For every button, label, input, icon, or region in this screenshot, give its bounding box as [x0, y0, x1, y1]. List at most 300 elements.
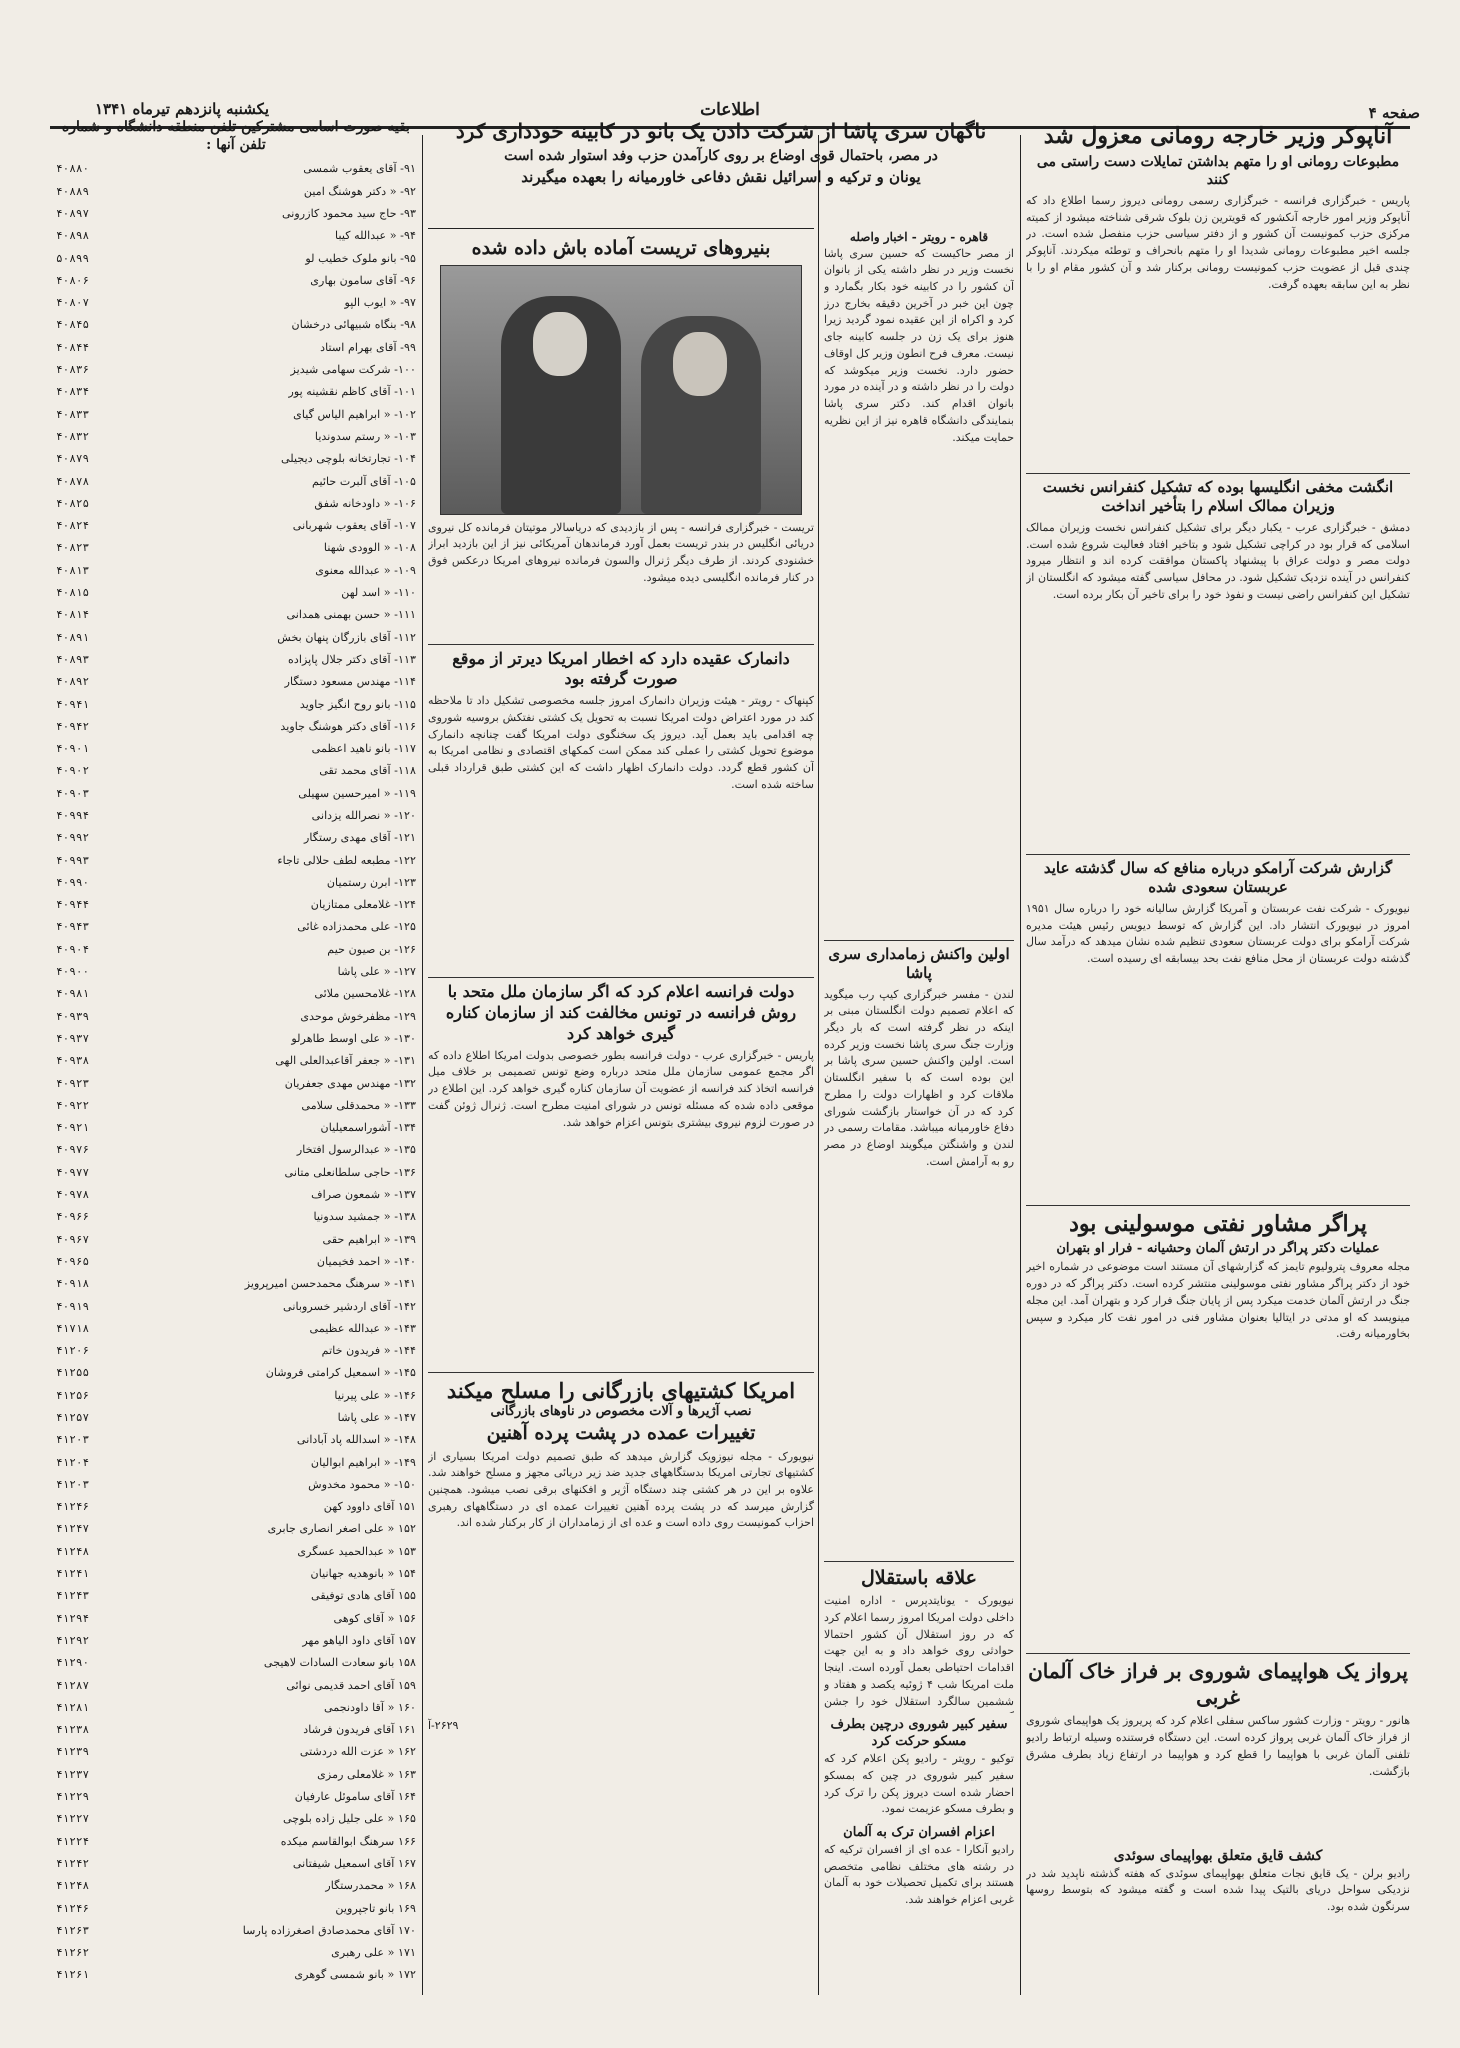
issue-date: یکشنبه پانزدهم تیرماه ۱۳۴۱ — [95, 100, 270, 118]
phone-number: ۴۰۹۴۱ — [56, 697, 90, 711]
phone-number: ۵۰۸۹۹ — [56, 251, 90, 265]
headline: آناپوکر وزیر خارجه رومانی معزول شد — [1043, 123, 1393, 149]
phone-number: ۴۰۸۲۴ — [56, 519, 90, 533]
subscriber-name: ۱۳۴- آشوراسمعیلیان — [320, 1121, 416, 1135]
subscriber-name: ۱۱۸- آقای محمد تقی — [319, 764, 416, 778]
table-row — [56, 716, 416, 738]
subscriber-name: ۱۵۱ آقای داوود کهن — [323, 1500, 416, 1514]
table-row — [56, 760, 416, 782]
phone-number: ۴۰۹۲۳ — [56, 1076, 90, 1090]
table-row — [56, 181, 416, 203]
phone-number: ۴۱۲۶۱ — [56, 1968, 90, 1982]
phone-number: ۴۰۹۰۰ — [56, 965, 90, 979]
phone-number: ۴۱۲۰۶ — [56, 1344, 90, 1358]
phone-number: ۴۱۲۵۵ — [56, 1366, 90, 1380]
subscriber-name: ۱۲۲- مطبعه لطف حلالی تاجاء — [277, 853, 416, 867]
article-body: رادیو برلن - یک قایق نجات متعلق بهواپیمای سوئدی که هفته گذشته ناپدید شد در نزدیکی سواحل دریای بالتیک پیدا شده است و گفته میشود که بتوسط روسها سرنگون شده بود. — [1026, 1866, 1410, 1914]
table-row — [56, 939, 416, 961]
phone-number: ۴۱۷۱۸ — [56, 1321, 90, 1335]
table-row — [56, 1741, 416, 1763]
phone-number: ۴۰۹۲۲ — [56, 1098, 90, 1112]
article-body: پاریس - خبرگزاری عرب - دولت فرانسه بطور خصوصی بدولت امریکا اطلاع داده که اگر مجمع عمومی سازمان ملل متحد درباره وضع تونس تصمیمی بر خلاف میل فرانسه اتخاذ کند فرانسه از عضویت آن سازمان کناره گیری خواهد کرد. این اطلاع در موقعی داده شده که مسئله تونس در شورای امنیت مطرح است. ژنرال ژوئن گفت در صورت لزوم نیروی بیشتری بتونس اعزام خواهد شد. — [428, 1048, 814, 1129]
table-row — [56, 1608, 416, 1630]
phone-number: ۴۰۹۲۱ — [56, 1121, 90, 1135]
headline: گزارش شرکت آرامکو درباره منافع که سال گذشته عاید عربستان سعودی شده — [1043, 858, 1393, 897]
table-row — [56, 225, 416, 247]
subscriber-name: ۹۷- « ایوب الپو — [344, 296, 416, 310]
phone-number: ۴۰۸۷۹ — [56, 452, 90, 466]
subscriber-name: ۱۰۹- « عبدالله معنوی — [315, 563, 416, 577]
photo-face-left — [533, 312, 587, 376]
table-row — [56, 1875, 416, 1897]
subscriber-name: ۱۱۶- آقای دکتر هوشنگ جاوید — [280, 719, 416, 733]
phone-number: ۴۰۸۹۳ — [56, 652, 90, 666]
table-row — [56, 1251, 416, 1273]
phone-number: ۴۰۹۰۱ — [56, 742, 90, 756]
subscriber-name: ۱۳۰- « علی اوسط طاهرلو — [291, 1031, 416, 1045]
phone-number: ۴۰۸۰۷ — [56, 296, 90, 310]
phone-number: ۴۰۸۳۳ — [56, 407, 90, 421]
table-row — [56, 1987, 416, 1988]
table-row — [56, 604, 416, 626]
photo-headline: بنیروهای تریست آماده باش داده شده — [471, 237, 771, 259]
subscriber-name: ۱۳۷- « شمعون صراف — [311, 1188, 416, 1202]
table-row — [56, 270, 416, 292]
phone-number: ۴۰۸۴۴ — [56, 340, 90, 354]
top-banner — [428, 118, 1014, 228]
table-row — [56, 1095, 416, 1117]
phone-number: ۴۰۹۴۴ — [56, 898, 90, 912]
photo-caption: تریست - خبرگزاری فرانسه - پس از بازدیدی که دریاسالار موتیتان فرمانده کل نیروی دریائی انگلیس در بندر تریست بعمل آورد فرماندهان آمریکائی نیز از این بازدید ابراز خشنودی کردند. از طرف دیگر ژنرال والسون فرمانده نیروهای امریکا درعکس فوق در کنار فرمانده انگلیسی دیده میشود. — [428, 520, 814, 584]
table-row — [56, 448, 416, 470]
phone-number: ۴۱۲۴۲ — [56, 1856, 90, 1870]
table-row — [56, 872, 416, 894]
column-divider — [422, 135, 423, 1995]
subscriber-name: ۱۶۸ « محمدرستگار — [325, 1879, 416, 1893]
subheadline: نصب آژیرها و آلات مخصوص در ناوهای بازرگانی — [490, 1403, 752, 1419]
photo-face-right — [673, 332, 727, 396]
table-row — [56, 738, 416, 760]
table-row — [56, 1964, 416, 1986]
subscriber-name: ۱۵۳ « عبدالحمید عسگری — [297, 1544, 416, 1558]
subscriber-name: ۱۶۹ بانو تاجپروین — [335, 1901, 416, 1915]
headline: اعزام افسران ترک به آلمان — [843, 1825, 995, 1841]
phone-number: ۴۰۹۳۷ — [56, 1031, 90, 1045]
subscriber-name: ۱۶۱ آقای فریدون فرشاد — [303, 1723, 416, 1737]
phone-number: ۴۰۸۳۶ — [56, 363, 90, 377]
subscriber-name: ۱۴۳- « عبدالله عظیمی — [309, 1321, 416, 1335]
table-row — [56, 560, 416, 582]
phone-number: ۴۱۲۴۷ — [56, 1522, 90, 1536]
table-row — [56, 1563, 416, 1585]
table-row — [56, 1764, 416, 1786]
phone-number: ۴۱۲۹۴ — [56, 1611, 90, 1625]
subscriber-name: ۱۱۲- آقای بازرگان پنهان بخش — [277, 630, 416, 644]
table-row — [56, 1184, 416, 1206]
headline: قاهره - رویتر - اخبار واصله — [849, 230, 989, 244]
subscriber-name: ۱۳۳- « محمدقلی سلامی — [301, 1098, 416, 1112]
table-row — [56, 1541, 416, 1563]
table-row — [56, 537, 416, 559]
phone-number: ۴۰۹۰۳ — [56, 786, 90, 800]
subscriber-name: ۱۰۲- « ابراهیم الیاس گیای — [293, 407, 416, 421]
subscriber-name: ۱۶۵ « علی جلیل زاده بلوچی — [282, 1812, 416, 1826]
table-row — [56, 671, 416, 693]
subscriber-name: ۱۲۹- مظفرخوش موحدی — [300, 1009, 416, 1023]
article-body: رادیو آنکارا - عده ای از افسران ترکیه که در رشته های مختلف نظامی متخصص هستند برای تکمیل تحصیلات خود به آلمان غربی اعزام خواهند شد. — [824, 1842, 1014, 1907]
subscriber-name: ۹۴- « عبدالله کیبا — [335, 229, 416, 243]
article-body: نیویورک - شرکت نفت عربستان و آمریکا گزارش سالیانه خود را درباره سال ۱۹۵۱ امروز در نیویورک انتشار داد. این گزارش که توسط دیویس رئیس هیئت مدیره شرکت آرامکو برای دولت عربستان سعودی تنظیم شده نشان میدهد که درآمد سال گذشته دولت عربستان از محل منافع نفت بحد بیسابقه ای رسیده است. — [1026, 901, 1410, 966]
headline: علاقه باستقلال — [860, 1566, 978, 1589]
subscriber-name: ۱۵۹ آقای احمد قدیمی نوائی — [286, 1678, 416, 1692]
phone-number: ۴۰۸۱۵ — [56, 586, 90, 600]
subscriber-name: ۱۰۴- تجارتخانه بلوچی دیجیلی — [280, 452, 416, 466]
table-row — [56, 1697, 416, 1719]
subscriber-name: ۱۰۸- « الوودی شهنا — [323, 541, 416, 555]
subscriber-name: ۱۴۴- « فریدون خاتم — [321, 1344, 416, 1358]
subscriber-name: ۱۶۷ آقای اسمعیل شیفتانی — [292, 1856, 416, 1870]
phone-number: ۴۱۲۰۴ — [56, 1455, 90, 1469]
phone-number: ۴۰۸۹۷ — [56, 206, 90, 220]
subscriber-name: ۱۱۷- بانو ناهید اعظمی — [311, 742, 416, 756]
subscriber-name: ۱۵۰- « محمود مخدوش — [308, 1477, 416, 1491]
table-row — [56, 404, 416, 426]
phone-number: ۴۰۹۶۵ — [56, 1254, 90, 1268]
phone-number: ۴۱۲۴۸ — [56, 1544, 90, 1558]
table-row — [56, 1162, 416, 1184]
headline: پرواز یک هواپیمای شوروی بر فراز خاک آلمان غربی — [1028, 1659, 1408, 1710]
subscriber-name: ۱۶۲ « عزت الله دردشتی — [299, 1745, 416, 1759]
article-body: مجله معروف پترولیوم تایمز که گزارشهای آن مستند است موضوعی در شماره اخیر خود از دکتر پراگر مشاور نفتی موسولینی منتشر کرده است. دکتر پراگر که در دوره جنگ در ارتش آلمان خدمت میکرد پس از پایان جنگ فرار کرد و بتهران آمد. این مجله مینویسد که او مدتی در ایتالیا بعنوان مشاور فنی در امور نفت کار میکرد و سپس بخاورمیانه رفت. — [1026, 1260, 1410, 1341]
table-row — [56, 916, 416, 938]
subscriber-name: ۱۷۰ آقای محمدصادق اصغرزاده پارسا — [242, 1923, 416, 1937]
subscriber-name: ۱۳۹- « ابراهیم حقی — [322, 1232, 416, 1246]
table-row — [56, 203, 416, 225]
phone-number: ۴۱۲۴۸ — [56, 1879, 90, 1893]
table-row — [56, 1006, 416, 1028]
news-column-1 — [1026, 118, 1410, 1988]
subscriber-name: ۱۴۰- « احمد فخیمیان — [316, 1254, 416, 1268]
article-body: توکیو - رویتر - رادیو پکن اعلام کرد که سفیر کبیر شوروی در چین که بمسکو احضار شده است دیروز پکن را ترک کرد و بطرف مسکو عزیمت نمود. — [824, 1752, 1014, 1816]
phone-number: ۴۰۹۹۰ — [56, 875, 90, 889]
subscriber-name: ۱۴۲- آقای اردشیر خسروبانی — [283, 1299, 416, 1313]
table-row — [56, 1429, 416, 1451]
table-row — [56, 827, 416, 849]
table-row — [56, 1117, 416, 1139]
subscriber-name: ۱۲۷- « علی پاشا — [337, 965, 416, 979]
phone-number: ۴۰۸۹۱ — [56, 630, 90, 644]
phone-number: ۴۱۲۳۸ — [56, 1723, 90, 1737]
phone-number: ۴۰۸۲۵ — [56, 496, 90, 510]
phone-number: ۴۰۹۷۸ — [56, 1188, 90, 1202]
phone-number: ۴۰۸۱۴ — [56, 608, 90, 622]
news-column-2 — [824, 230, 1014, 1990]
footer-code: ۲۶۲۹-آ — [428, 1718, 459, 1732]
subscriber-name: ۱۵۶ « آقای کوهی — [333, 1611, 416, 1625]
phone-number: ۴۰۹۹۳ — [56, 853, 90, 867]
phone-number: ۴۰۸۳۲ — [56, 429, 90, 443]
table-row — [56, 961, 416, 983]
table-row — [56, 805, 416, 827]
table-row — [56, 850, 416, 872]
table-row — [56, 694, 416, 716]
newspaper-name: اطلاعات — [700, 100, 760, 120]
article-body: نیویورک - یونایتدپرس - اداره امنیت داخلی دولت امریکا امروز رسما اعلام کرد که در روز استقلال آن کشور احتمالا حوادثی روی خواهد داد و به این جهت اقدامات احتیاطی بعمل آورده است. اینجا ملت امریکا شب ۴ ژوئیه یکصد و هفتاد و ششمین سالگرد استقلال خود را جشن — [824, 1594, 1014, 1708]
table-row — [56, 1296, 416, 1318]
phone-number: ۴۰۸۲۳ — [56, 541, 90, 555]
subscriber-name: ۱۶۴ آقای ساموئل عارفیان — [294, 1790, 416, 1804]
phone-number: ۴۱۲۴۶ — [56, 1901, 90, 1915]
subscriber-name: ۱۱۹- « امیرحسین سهیلی — [298, 786, 416, 800]
table-row — [56, 1942, 416, 1964]
subscriber-name: ۱۲۰- « نصرالله یزدانی — [311, 808, 416, 822]
table-row — [56, 1362, 416, 1384]
subscriber-name: ۹۱- آقای یعقوب شمسی — [303, 162, 416, 176]
headline: سفیر کبیر شوروی درچین بطرف مسکو حرکت کرد — [830, 1717, 1008, 1750]
subscriber-name: ۱۱۳- آقای دکتر جلال پاپزاده — [288, 652, 416, 666]
phone-number: ۴۱۲۰۳ — [56, 1477, 90, 1491]
news-column-3 — [428, 236, 814, 1994]
phone-number: ۴۱۲۵۶ — [56, 1388, 90, 1402]
phone-number: ۴۰۹۰۲ — [56, 764, 90, 778]
table-row — [56, 1407, 416, 1429]
subscriber-name: ۱۰۵- آقای آلبرت حائیم — [312, 474, 416, 488]
phone-number: ۴۱۲۶۳ — [56, 1923, 90, 1937]
subscriber-name: ۱۱۴- مهندس مسعود دستگار — [284, 675, 416, 689]
subscriber-name: ۱۱۵- بانو روح انگیز جاوید — [299, 697, 416, 711]
page-number: صفحه ۴ — [1368, 104, 1420, 122]
subscriber-name: ۱۰۷- آقای یعقوب شهربانی — [292, 519, 416, 533]
table-row — [56, 1786, 416, 1808]
table-row — [56, 1318, 416, 1340]
table-row — [56, 1273, 416, 1295]
phone-number: ۴۰۸۹۲ — [56, 675, 90, 689]
table-row — [56, 1073, 416, 1095]
headline: کشف قایق متعلق بهواپیمای سوئدی — [1113, 1848, 1323, 1865]
subscriber-name: ۱۲۳- ابرن رستمیان — [326, 875, 416, 889]
phone-number: ۴۰۹۴۲ — [56, 719, 90, 733]
table-row — [56, 1630, 416, 1652]
phone-number — [56, 1987, 89, 1988]
subscriber-name: ۱۲۸- غلامحسین ملائی — [314, 987, 416, 1001]
article-body: نیویورک - مجله نیوزویک گزارش میدهد که طبق تصمیم دولت امریکا بسیاری از کشتیهای تجارتی امریکا بدستگاههای جدید ضد زیر دریائی مجهز و مسلح خواهند شد. علاوه بر این در هر کشتی چند دستگاه آژیر و افکنهای برقی نصب میشود. همچنین گزارش میرسد که در پشت پرده آهنین تغییرات عمده ای در دستگاههای رهبری احزاب کمونیست روی داده است و عده ای از زمامداران از کار برکنار شده اند. — [428, 1449, 814, 1530]
column-divider — [1020, 135, 1021, 1995]
table-row — [56, 292, 416, 314]
headline: پراگر مشاور نفتی موسولینی بود — [1069, 1210, 1367, 1237]
subscriber-name: ۱۴۵- « اسمعیل کرامتی فروشان — [265, 1366, 416, 1380]
subheadline: تغییرات عمده در پشت پرده آهنین — [486, 1421, 756, 1444]
table-row — [56, 1050, 416, 1072]
table-row — [56, 1028, 416, 1050]
subscriber-name: ۱۳۸- « جمشید سدونیا — [313, 1210, 416, 1224]
phone-number: ۴۰۹۹۴ — [56, 808, 90, 822]
table-row — [56, 1898, 416, 1920]
article-body: پاریس - خبرگزاری فرانسه - خبرگزاری رسمی رومانی دیروز رسما اطلاع داد که آناپوکر وزیر امور خارجه آنکشور که قویترین زن بلوک شرقی شناخته میشود از کمیته مرکزی حزب کمونیست آن کشور و از دفتر سیاسی حزب منفصل شده است. در جلسه اخیر مطبوعات رومانی شدیدا او را متهم بانحراف و توطئه میکردند. آناپوکر چندی قبل از عضویت حزب کمونیست رومانی برکنار شد و آن کشور مقام او را با نظر به این سابقه بعهده گرفت. — [1026, 193, 1410, 291]
phone-number: ۴۱۲۹۰ — [56, 1656, 90, 1670]
table-row — [56, 582, 416, 604]
article-body: هانور - رویتر - وزارت کشور ساکس سفلی اعلام کرد که پریروز یک هواپیمای شوروی از فراز خاک آلمان غربی پرواز کرده است. این دستگاه فرستنده وسیله ارتباط رادیو تلفنی آلمان غربی با هواپیما را قطع کرد و هواپیما در ارتفاع زیاد بطرف مشرق بازگشت. — [1026, 1714, 1410, 1778]
subscriber-name: ۱۷۲ « بانو شمسی گوهری — [294, 1968, 416, 1982]
news-photo — [440, 265, 802, 515]
table-row — [56, 1518, 416, 1540]
subscriber-name: ۱۴۷- « علی پاشا — [337, 1411, 416, 1424]
article-body: از مصر حاکیست که حسین سری پاشا نخست وزیر در نظر داشته یکی از بانوان آن کشور را در کابینه خود بکار بگمارد و چون این خبر در آخرین دقیقه بخارج درز کرد و اکراه از این عقیده نمود گردید زیرا هنوز برای یک زن در جلسه کابینه جای نیست. معرف فرح انطون وزیر کل اوقاف حضور دارد. نخست وزیر میکوشد که دولت را در نظر داشته و در آینده در مورد بانوان اقدام کند. دکتر سری پاشا بنمایندگی دانشگاه قاهره نیز از این نظریه حمایت میکند. — [824, 246, 1014, 444]
table-row — [56, 1920, 416, 1942]
table-row — [56, 1652, 416, 1674]
phone-number: ۴۱۲۸۱ — [56, 1700, 90, 1714]
table-row — [56, 1719, 416, 1741]
subscriber-name: ۱۰۶- « داودخانه شفق — [314, 496, 416, 510]
subscriber-name: ۱۶۶ سرهنگ ابوالقاسم میکده — [280, 1834, 416, 1848]
phone-number: ۴۰۸۸۹ — [56, 184, 90, 198]
phone-list-column — [56, 118, 416, 1988]
table-row — [56, 783, 416, 805]
phone-number: ۴۱۲۲۷ — [56, 1812, 90, 1826]
phone-number: ۴۰۸۹۸ — [56, 229, 90, 243]
phone-number: ۴۰۸۰۶ — [56, 273, 90, 287]
subscriber-name: ۱۱۱- « حسن بهمنی همدانی — [286, 608, 416, 622]
phone-number: ۴۱۲۴۳ — [56, 1589, 90, 1603]
subscriber-name: ۹۵- بانو ملوک خطیب لو — [305, 251, 416, 265]
table-row — [56, 359, 416, 381]
headline: اولین واکنش زمامداری سری پاشا — [828, 944, 1010, 983]
phone-number: ۴۰۹۳۹ — [56, 1009, 90, 1023]
subscriber-name: ۱۴۶- « علی پیرنیا — [334, 1388, 416, 1402]
table-row — [56, 426, 416, 448]
subscriber-name: ۱۶۰ « آقا داودنجمی — [323, 1700, 416, 1714]
subscriber-name: ۱۵۴ « بانوهدیه جهانیان — [310, 1567, 416, 1581]
table-row — [56, 649, 416, 671]
phone-number: ۴۰۹۱۸ — [56, 1277, 90, 1291]
subscriber-name: ۱۵۸ بانو سعادت السادات لاهیجی — [263, 1656, 416, 1670]
phone-number: ۴۰۹۹۲ — [56, 831, 90, 845]
table-row — [56, 381, 416, 403]
headline: امریکا کشتیهای بازرگانی را مسلح میکند — [446, 1377, 796, 1403]
phone-number: ۴۰۸۸۰ — [56, 162, 90, 176]
phone-list-title: بقیه صورت اسامی مشترکین تلفن منطقه دانشگاه و شماره تلفن آنها : — [61, 119, 411, 154]
phone-number: ۴۱۲۲۹ — [56, 1790, 90, 1804]
phone-number: ۴۰۹۱۹ — [56, 1299, 90, 1313]
phone-list — [56, 158, 416, 1988]
phone-number: ۴۱۲۵۷ — [56, 1411, 90, 1424]
table-row — [56, 1831, 416, 1853]
subscriber-name: ۱۷۱ « علی رهبری — [331, 1946, 416, 1960]
phone-number: ۴۱۲۶۲ — [56, 1946, 90, 1960]
table-row — [56, 894, 416, 916]
subscriber-name: ۱۰۰- شرکت سهامی شیدیز — [290, 363, 416, 377]
phone-number: ۴۱۲۳۹ — [56, 1745, 90, 1759]
phone-number: ۴۰۹۷۶ — [56, 1143, 90, 1157]
subscriber-name: ۱۴۸- « اسدالله پاد آبادانی — [296, 1433, 416, 1447]
subscriber-name: ۱۴۹- « ابراهیم ابوالیان — [310, 1455, 416, 1469]
table-row — [56, 1585, 416, 1607]
phone-number: ۴۰۸۳۴ — [56, 385, 90, 399]
table-row — [56, 1340, 416, 1362]
phone-number: ۴۰۹۶۶ — [56, 1210, 90, 1224]
section-rule — [428, 228, 814, 229]
table-row — [56, 515, 416, 537]
headline: دانمارک عقیده دارد که اخطار امریکا دیرتر از موقع صورت گرفته بود — [452, 648, 790, 689]
table-row — [56, 1206, 416, 1228]
subscriber-name: ۱۳۶- حاجی سلطانعلی متانی — [284, 1165, 416, 1179]
subscriber-name: ۱۳۲- مهندس مهدی جعفریان — [284, 1076, 416, 1090]
subscriber-name: ۱۳۵- « عبدالرسول افتخار — [296, 1143, 416, 1157]
article-body: لندن - مفسر خبرگزاری کیپ رب میگوید که اعلام تصمیم دولت انگلستان مبنی بر اینکه در نظر گرفته است که بار دیگر وزارت جنگ سری پاشا نخست وزیر کرده است. اولین واکنش حسین سری پاشا بر این بوده است که با سفیر انگلستان ملاقات کرد و اظهارات دولت را مطرح کرد که در آن خواستار بازگشت شورای دفاع خاورمیانه میباشد. مقامات رسمی در لندن و واشنگتن میگویند اوضاع در مصر رو به آرامش است. — [824, 987, 1014, 1168]
phone-number: ۴۰۹۸۱ — [56, 987, 90, 1001]
column-divider — [818, 135, 819, 1995]
subscriber-name: ۱۵۲ « علی اصغر انصاری جابری — [267, 1522, 416, 1536]
phone-number: ۴۰۹۶۷ — [56, 1232, 90, 1246]
phone-number: ۴۰۹۷۷ — [56, 1165, 90, 1179]
subscriber-name: ۱۴۱- « سرهنگ محمدحسن امیرپرویز — [244, 1277, 416, 1291]
subscriber-name: ۹۹- آقای بهرام استاد — [320, 340, 416, 354]
subscriber-name: ۱۰۱- آقای کاظم نقشینه پور — [288, 385, 416, 399]
banner-headline: ناگهان سری پاشا از شرکت دادن یک بانو در کابینه خودداری کرد — [455, 119, 987, 143]
phone-number: ۴۱۲۴۶ — [56, 1500, 90, 1514]
phone-number: ۴۰۸۷۸ — [56, 474, 90, 488]
table-row — [56, 337, 416, 359]
table-row — [56, 1853, 416, 1875]
table-row — [56, 1139, 416, 1161]
phone-number: ۴۰۹۴۳ — [56, 920, 90, 934]
subscriber-name: ۱۲۱- آقای مهدی رستگار — [303, 831, 416, 845]
subscriber-name: ۹۳- حاج سید محمود کازرونی — [281, 206, 416, 220]
phone-number: ۴۰۸۱۳ — [56, 563, 90, 577]
table-row — [56, 1474, 416, 1496]
phone-number: ۴۱۲۳۷ — [56, 1767, 90, 1781]
headline: دولت فرانسه اعلام کرد که اگر سازمان ملل متحد با روش فرانسه در تونس مخالفت کند از سازمان کناره گیری خواهد کرد — [445, 982, 797, 1043]
subscriber-name: ۹۲- « دکتر هوشنگ امین — [303, 184, 416, 198]
phone-number: ۴۰۹۳۸ — [56, 1054, 90, 1068]
phone-number: ۴۱۲۴۱ — [56, 1567, 90, 1581]
subscriber-name: ۱۲۵- علی محمدزاده غائی — [297, 920, 416, 934]
subscriber-name: ۱۵۵ آقای هادی توفیقی — [311, 1589, 416, 1603]
table-row — [56, 983, 416, 1005]
subscriber-name — [322, 1987, 416, 1988]
article-body: کپنهاک - رویتر - هیئت وزیران دانمارک امروز جلسه مخصوصی تشکیل داد تا ملاحظه کند در مورد اعتراض دولت امریکا نسبت به تحویل یک کشتی نفتکش بروسیه شوروی چه اقدامی باید بعمل آید. دیروز یک سخنگوی دولت امریکا گفت چنانچه دانمارک موضوع تحویل کشتی را عملی کند ممکن است کمکهای اقتصادی و نظامی امریکا به آن کشور قطع گردد. دولت دانمارک اظهار داشت که این کشتی طبق قرارداد قبلی ساخته شده است. — [428, 694, 814, 791]
subscriber-name: ۱۶۳ « غلامعلی رمزی — [317, 1767, 416, 1781]
table-row — [56, 471, 416, 493]
table-row — [56, 493, 416, 515]
phone-number: ۴۰۹۰۴ — [56, 942, 90, 956]
banner-subheadline: یونان و ترکیه و اسرائیل نقش دفاعی خاورمیانه را بعهده میگیرند — [521, 168, 921, 187]
subscriber-name: ۱۰۳- « رستم سدوندیا — [314, 429, 416, 443]
subscriber-name: ۱۱۰- « اسد لهن — [341, 586, 416, 600]
subscriber-name: ۱۵۷ آقای داود الیاهو مهر — [302, 1633, 416, 1647]
table-row — [56, 158, 416, 180]
subscriber-name: ۱۳۱- « جعفر آقاعبدالعلی الهی — [275, 1054, 416, 1068]
subheadline: مطبوعات رومانی او را متهم بداشتن تمایلات دست راستی می کنند — [1036, 153, 1400, 188]
table-row — [56, 1808, 416, 1830]
subscriber-name: ۱۲۴- غلامعلی ممتازیان — [310, 898, 416, 912]
table-row — [56, 1229, 416, 1251]
banner-subheadline: در مصر، باحتمال قوی اوضاع بر روی کارآمدن حزب وفد استوار شده است — [504, 148, 938, 164]
subheadline: عملیات دکتر پراگر در ارتش آلمان وحشیانه - فرار او بتهران — [1056, 1240, 1380, 1256]
phone-number: ۴۱۲۸۷ — [56, 1678, 90, 1692]
phone-number: ۴۰۸۴۵ — [56, 318, 90, 332]
subscriber-name: ۹۸- بنگاه شبیهائی درخشان — [291, 318, 416, 332]
phone-number: ۴۱۲۲۴ — [56, 1834, 90, 1848]
article-body: دمشق - خبرگزاری عرب - یکبار دیگر برای تشکیل کنفرانس نخست وزیران ممالک اسلامی که قرار بود در کراچی تشکیل شود و بتاخیر افتاد فعالیت شروع شده است. دولت مصر و دولت عراق با پیشنهاد پاکستان موافقت کرده اند و انتظار میرود کنفرانس در آینده نزدیک تشکیل شود. در محافل سیاسی گفته میشود که انگلستان از تشکیل این کنفرانس راضی نیست و نفوذ خود را برای تاخیر آن بکار برده است. — [1026, 520, 1410, 601]
phone-number: ۴۱۲۹۲ — [56, 1633, 90, 1647]
table-row — [56, 248, 416, 270]
headline: انگشت مخفی انگلیسها بوده که تشکیل کنفرانس نخست وزیران ممالک اسلام را بتأخیر انداخت — [1042, 477, 1394, 516]
subscriber-name: ۹۶- آقای سامون بهاری — [310, 273, 416, 287]
table-row — [56, 1385, 416, 1407]
table-row — [56, 314, 416, 336]
table-row — [56, 1496, 416, 1518]
table-row — [56, 1452, 416, 1474]
